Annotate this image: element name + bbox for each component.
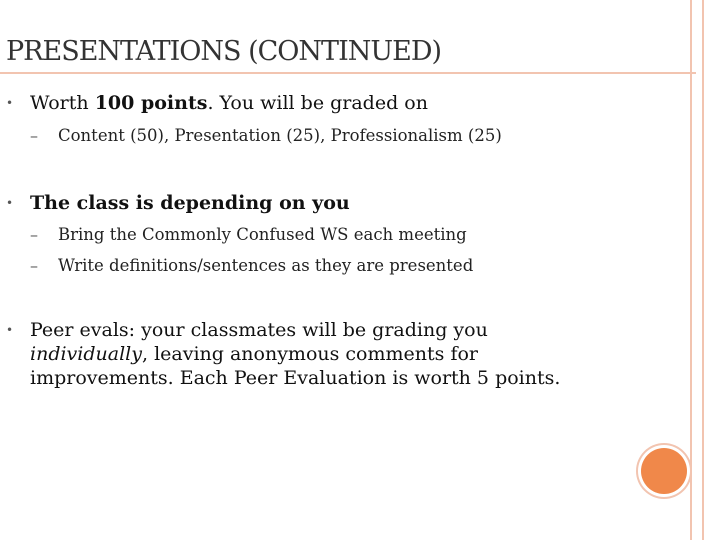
sub-item-2-1 — [30, 224, 467, 246]
decorative-orange-circle — [641, 448, 687, 494]
title-divider — [0, 72, 696, 74]
decorative-side-rail — [690, 0, 704, 540]
dash-icon: – — [30, 126, 38, 145]
dash-icon: – — [30, 225, 38, 244]
dash-icon: – — [30, 256, 38, 275]
bullet-icon: • — [6, 96, 14, 110]
slide-title: PRESENTATIONS (CONTINUED) — [6, 36, 442, 67]
sub-item-text: Content (50), Presentation (25), Professionalism (25) — [58, 126, 502, 145]
bullet-item-2 — [6, 191, 350, 215]
bullet-text: Worth 100 points. You will be graded on — [30, 92, 428, 114]
sub-item-text: Bring the Commonly Confused WS each meeting — [58, 225, 467, 244]
sub-item-text: Write definitions/sentences as they are presented — [58, 256, 474, 275]
bullet-text: Peer evals: your classmates will be grading you individually, leaving anonymous comments for improvements. Each Peer Evaluation is worth 5 points. — [30, 319, 561, 389]
sub-item-1-1 — [30, 125, 502, 147]
bullet-icon: • — [6, 196, 14, 210]
bullet-item-1 — [6, 91, 428, 115]
sub-item-2-2 — [30, 255, 473, 277]
bullet-text: The class is depending on you — [30, 192, 350, 214]
bullet-item-3 — [6, 318, 670, 390]
bullet-icon: • — [6, 323, 14, 337]
